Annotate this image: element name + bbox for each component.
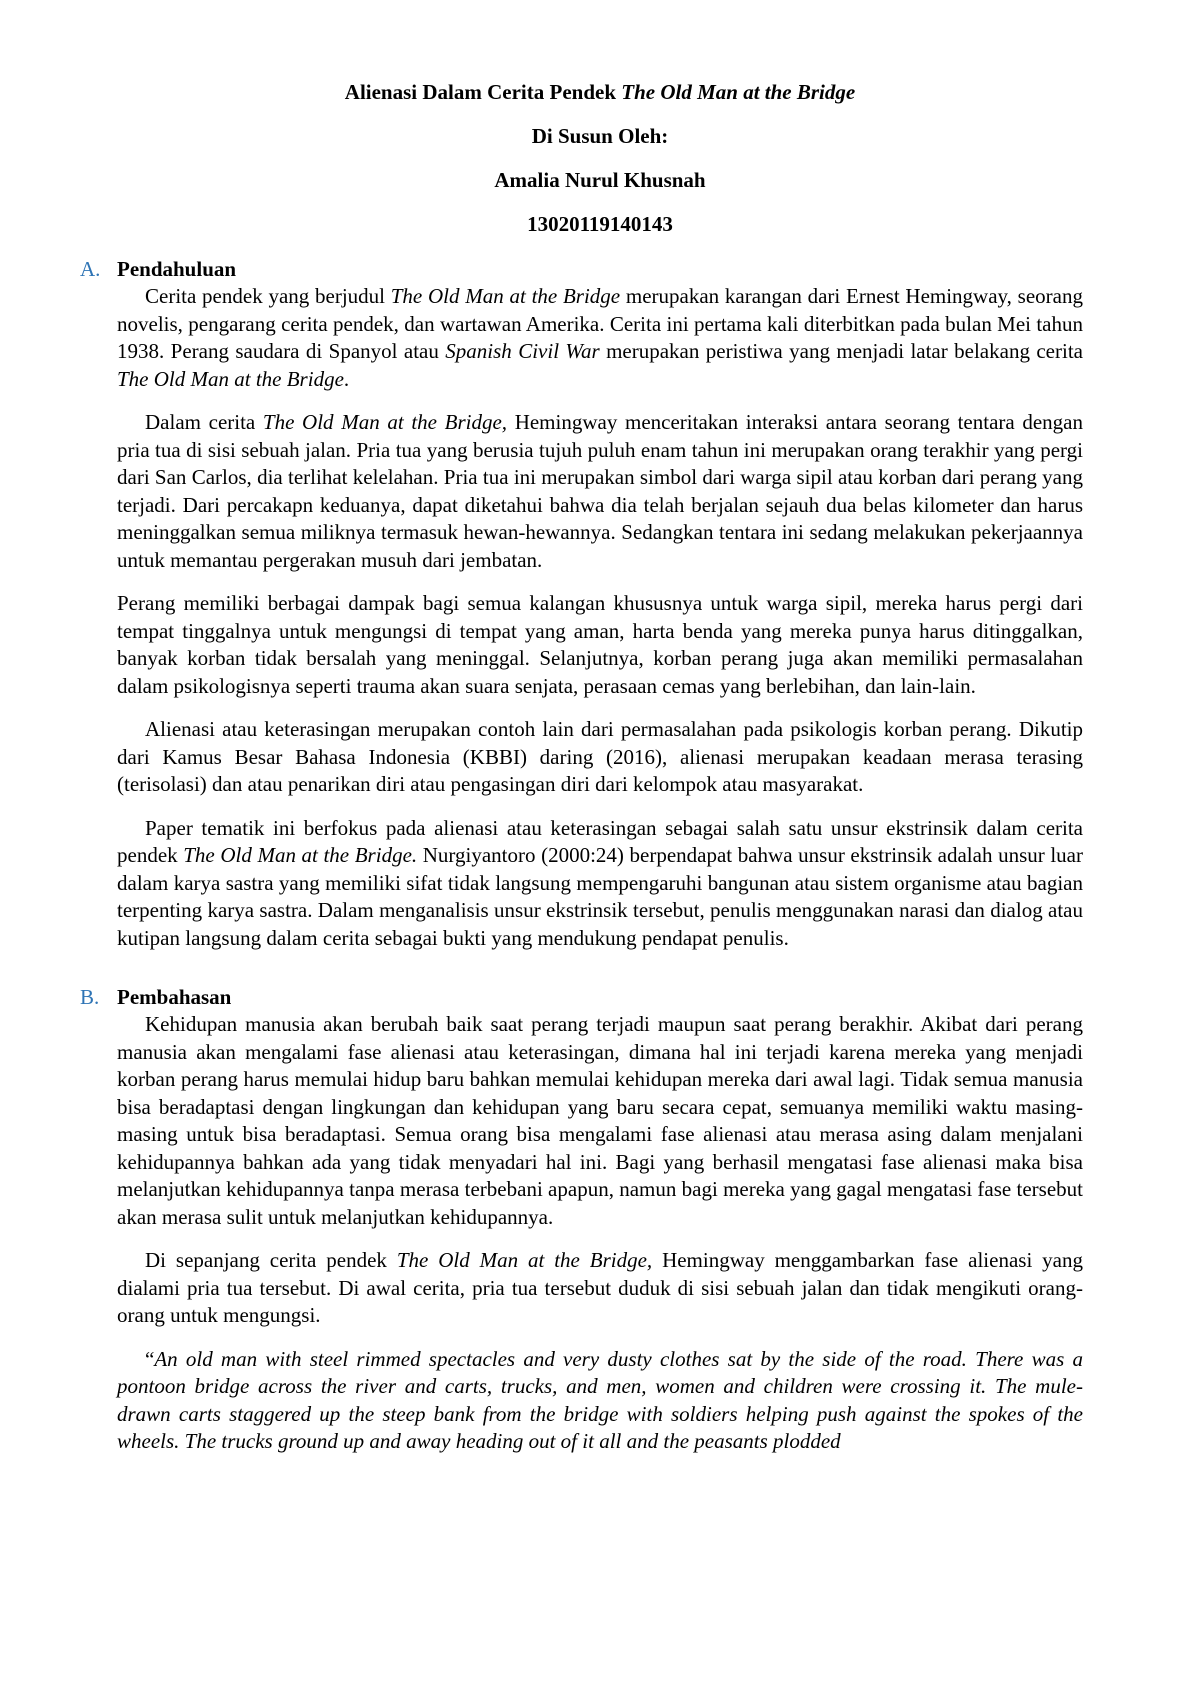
section-gap — [117, 968, 1083, 984]
text-run: Di sepanjang cerita pendek — [145, 1248, 397, 1272]
paragraph — [117, 716, 1083, 799]
italic-text: The Old Man at the Bridge — [390, 284, 621, 308]
author-label: Di Susun Oleh: — [531, 124, 669, 148]
italic-text: An old man with steel rimmed spectacles and very dusty clothes sat by the side of the road. There was a pontoon bridge across the river and carts, trucks, and men, women and children were crossing it. The mule- drawn carts staggered up the steep bank from the bridge with soldiers helping push against the spokes of the wheels. The trucks ground up and away heading out of it all and the peasants plodded — [117, 1346, 1083, 1453]
italic-text: The Old Man at the Bridge, — [396, 1248, 653, 1272]
paragraph — [117, 1011, 1083, 1231]
italic-text: The Old Man at the Bridge. — [183, 843, 418, 867]
section-title: Pendahuluan — [117, 257, 237, 281]
text-run: Perang memiliki berbagai dampak bagi semua kalangan khususnya untuk warga sipil, mereka harus pergi dari tempat tinggalnya untuk mengungsi di tempat yang aman, harta benda yang mereka punya harus ditinggalkan, banyak korban tidak bersalah yang meninggal. Selanjutnya, korban perang juga akan memiliki permasalahan dalam psikologisnya seperti trauma akan suara senjata, perasaan cemas yang berlebihan, dan lain-lain. — [117, 591, 1083, 698]
text-run: Nurgiyantoro (2000:24) berpendapat bahwa unsur ekstrinsik adalah unsur luar dalam karya sastra yang memiliki sifat tidak langsung mempengaruhi bangunan atau sistem organisme atau bagian terpenting karya sastra. Dalam menganalisis unsur ekstrinsik tersebut, penulis menggunakan narasi dan dialog atau kutipan langsung dalam cerita sebagai bukti yang mendukung pendapat penulis. — [117, 843, 1083, 950]
text-run: merupakan peristiwa yang menjadi latar belakang cerita — [599, 339, 1083, 363]
text-run: . — [343, 366, 350, 391]
quote-paragraph — [117, 1346, 1083, 1456]
section-letter: A. — [80, 257, 101, 281]
italic-text: The Old Man at the Bridge, — [262, 410, 508, 434]
document-body — [80, 256, 1084, 1472]
document-title — [0, 70, 1200, 114]
italic-text: The Old Man at the Bridge — [117, 366, 344, 391]
italic-text: Spanish Civil War — [445, 339, 600, 363]
paragraph — [117, 590, 1083, 700]
text-run: Cerita pendek yang berjudul — [145, 284, 391, 308]
section-letter: B. — [80, 985, 100, 1009]
paragraph — [117, 283, 1083, 393]
student-id: 13020119140143 — [527, 212, 673, 236]
text-run: Hemingway menceritakan interaksi antara seorang tentara dengan pria tua di sisi sebuah jalan. Pria tua yang berusia tujuh puluh enam tahun ini merupakan orang terakhir yang pergi dari San Carlos, dia terlihat kelelahan. Pria tua ini merupakan simbol dari warga sipil atau korban dari perang yang terjadi. Dari percakapn keduanya, dapat diketahui bahwa dia telah berjalan sejauh dua belas kilometer dan harus meninggalkan semua miliknya termasuk hewan-hewannya. Sedangkan tentara ini sedang melakukan pekerjaannya untuk memantau pergerakan musuh dari jembatan. — [117, 410, 1084, 572]
text-run: Hemingway menggambarkan fase alienasi yang dialami pria tua tersebut. Di awal cerita, pria tua tersebut duduk di sisi sebuah jalan dan tidak mengikuti orang-orang untuk mengungsi. — [117, 1248, 1083, 1327]
text-run: Dalam cerita — [145, 410, 263, 434]
section-heading — [80, 984, 1083, 1011]
title-block — [0, 70, 1200, 246]
text-run: merupakan karangan dari Ernest Hemingway, seorang novelis, pengarang cerita pendek, dan wartawan Amerika. Cerita ini pertama kali diterbitkan pada bulan Mei tahun 1938. Perang saudara di Spanyol atau — [117, 284, 1083, 363]
title-prefix: Alienasi Dalam Cerita Pendek — [344, 80, 622, 104]
text-run: Alienasi atau keterasingan merupakan contoh lain dari permasalahan pada psikologis korban perang. Dikutip dari Kamus Besar Bahasa Indonesia (KBBI) daring (2016), alienasi merupakan keadaan merasa terasing (terisolasi) dan atau penarikan diri atau pengasingan diri dari kelompok atau masyarakat. — [117, 717, 1083, 796]
paragraph — [117, 1247, 1083, 1330]
section-heading — [80, 256, 1083, 283]
text-run: Paper tematik ini berfokus pada alienasi atau keterasingan sebagai salah satu unsur ekstrinsik dalam cerita pendek — [117, 815, 1083, 867]
paragraph — [117, 815, 1083, 953]
section-title: Pembahasan — [117, 985, 232, 1009]
text-run: “ — [145, 1346, 155, 1371]
author-name: Amalia Nurul Khusnah — [494, 168, 706, 192]
paragraph — [117, 409, 1083, 574]
text-run: Kehidupan manusia akan berubah baik saat perang terjadi maupun saat perang berakhir. Akibat dari perang manusia akan mengalami fase alienasi atau keterasingan, dimana hal ini terjadi karena mereka yang menjadi korban perang harus memulai hidup baru bahkan memulai kehidupan mereka dari awal lagi. Tidak semua manusia bisa beradaptasi dengan lingkungan dan kehidupan yang baru secara cepat, semuanya memiliki waktu masing-masing untuk bisa beradaptasi. Semua orang bisa mengalami fase alienasi atau merasa asing dalam menjalani kehidupannya bahkan ada yang tidak menyadari hal ini. Bagi yang berhasil mengatasi fase alienasi maka bisa melanjutkan kehidupannya tanpa merasa terbebani apapun, namun bagi mereka yang gagal mengatasi fase tersebut akan merasa sulit untuk melanjutkan kehidupannya. — [117, 1012, 1083, 1229]
title-italic: The Old Man at the Bridge — [621, 80, 856, 104]
